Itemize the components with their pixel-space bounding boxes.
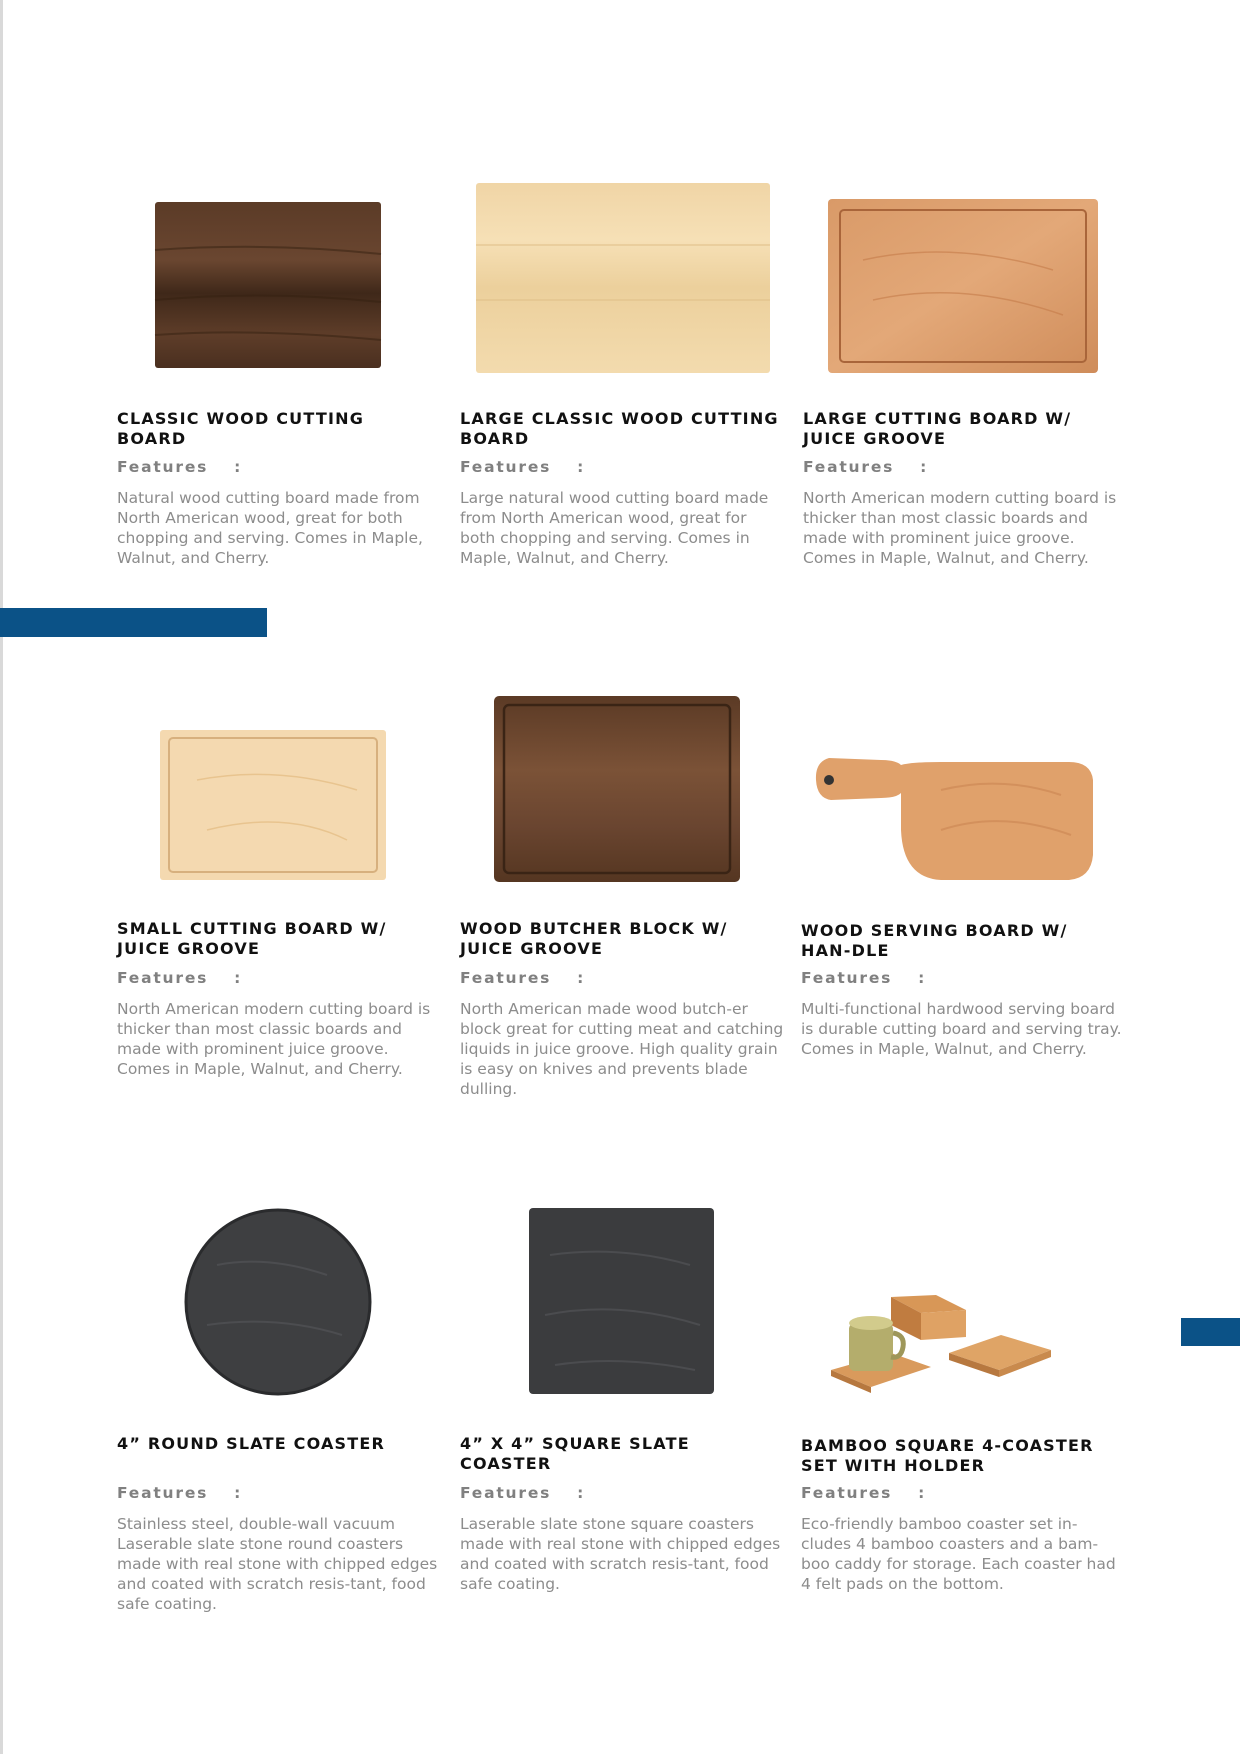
- product-description: Multi-functional hardwood serving board is durable cutting board and serving tray. Comes in Maple, Walnut, and Cherry.: [801, 1000, 1122, 1058]
- product-description: Stainless steel, double-wall vacuum Laserable slate stone round coasters made with real stone with chipped edges and coated with scratch resis-tant, food safe coating.: [117, 1515, 438, 1613]
- product-title: CLASSIC WOOD CUTTING BOARD: [117, 409, 365, 448]
- bamboo-coaster-set-icon: [801, 1175, 1121, 1405]
- product-title: BAMBOO SQUARE 4-COASTER SET WITH HOLDER: [801, 1436, 1094, 1475]
- product-title: WOOD BUTCHER BLOCK W/ JUICE GROOVE: [460, 919, 728, 958]
- product-title: 4” ROUND SLATE COASTER: [117, 1434, 386, 1453]
- square-slate-coaster-icon: [460, 1175, 780, 1405]
- accent-bar-left: [0, 608, 267, 637]
- features-label: Features :: [460, 969, 586, 987]
- product-title: SMALL CUTTING BOARD W/ JUICE GROOVE: [117, 919, 387, 958]
- product-description: Natural wood cutting board made from North American wood, great for both chopping and serving. Comes in Maple, Walnut, and Cherry.: [117, 489, 423, 567]
- product-description: North American made wood butch-er block great for cutting meat and catching liquids in juice groove. High quality grain is easy on knives and prevents blade dulling.: [460, 1000, 784, 1098]
- features-label: Features :: [460, 458, 586, 476]
- round-slate-coaster-icon: [117, 1175, 437, 1405]
- product-description: North American modern cutting board is thicker than most classic boards and made with prominent juice groove. Comes in Maple, Walnut, and Cherry.: [803, 489, 1117, 567]
- features-label: Features :: [801, 969, 927, 987]
- maple-juice-groove-board-icon: [117, 660, 437, 890]
- product-description: Laserable slate stone square coasters made with real stone with chipped edges and coated with scratch resis-tant, food safe coating.: [460, 1515, 781, 1593]
- walnut-butcher-block-icon: [460, 660, 780, 890]
- features-label: Features :: [117, 458, 243, 476]
- product-description: North American modern cutting board is thicker than most classic boards and made with prominent juice groove. Comes in Maple, Walnut, and Cherry.: [117, 1000, 431, 1078]
- walnut-cutting-board-icon: [117, 150, 437, 380]
- product-description: Large natural wood cutting board made from North American wood, great for both chopping and serving. Comes in Maple, Walnut, and Cherry.: [460, 489, 769, 567]
- accent-bar-right: [1181, 1318, 1240, 1346]
- product-title: LARGE CUTTING BOARD W/ JUICE GROOVE: [803, 409, 1072, 448]
- page-edge: [0, 0, 3, 1754]
- features-label: Features :: [117, 1484, 243, 1502]
- features-label: Features :: [117, 969, 243, 987]
- cherry-juice-groove-board-icon: [803, 150, 1123, 380]
- features-label: Features :: [460, 1484, 586, 1502]
- maple-cutting-board-icon: [460, 150, 780, 380]
- features-label: Features :: [801, 1484, 927, 1502]
- product-title: LARGE CLASSIC WOOD CUTTING BOARD: [460, 409, 779, 448]
- product-description: Eco-friendly bamboo coaster set in-cludes 4 bamboo coasters and a bam-boo caddy for storage. Each coaster had 4 felt pads on the bottom.: [801, 1515, 1116, 1593]
- features-label: Features :: [803, 458, 929, 476]
- product-title: WOOD SERVING BOARD W/ HAN-DLE: [801, 921, 1068, 960]
- serving-board-with-handle-icon: [801, 660, 1121, 890]
- product-title: 4” X 4” SQUARE SLATE COASTER: [460, 1434, 690, 1473]
